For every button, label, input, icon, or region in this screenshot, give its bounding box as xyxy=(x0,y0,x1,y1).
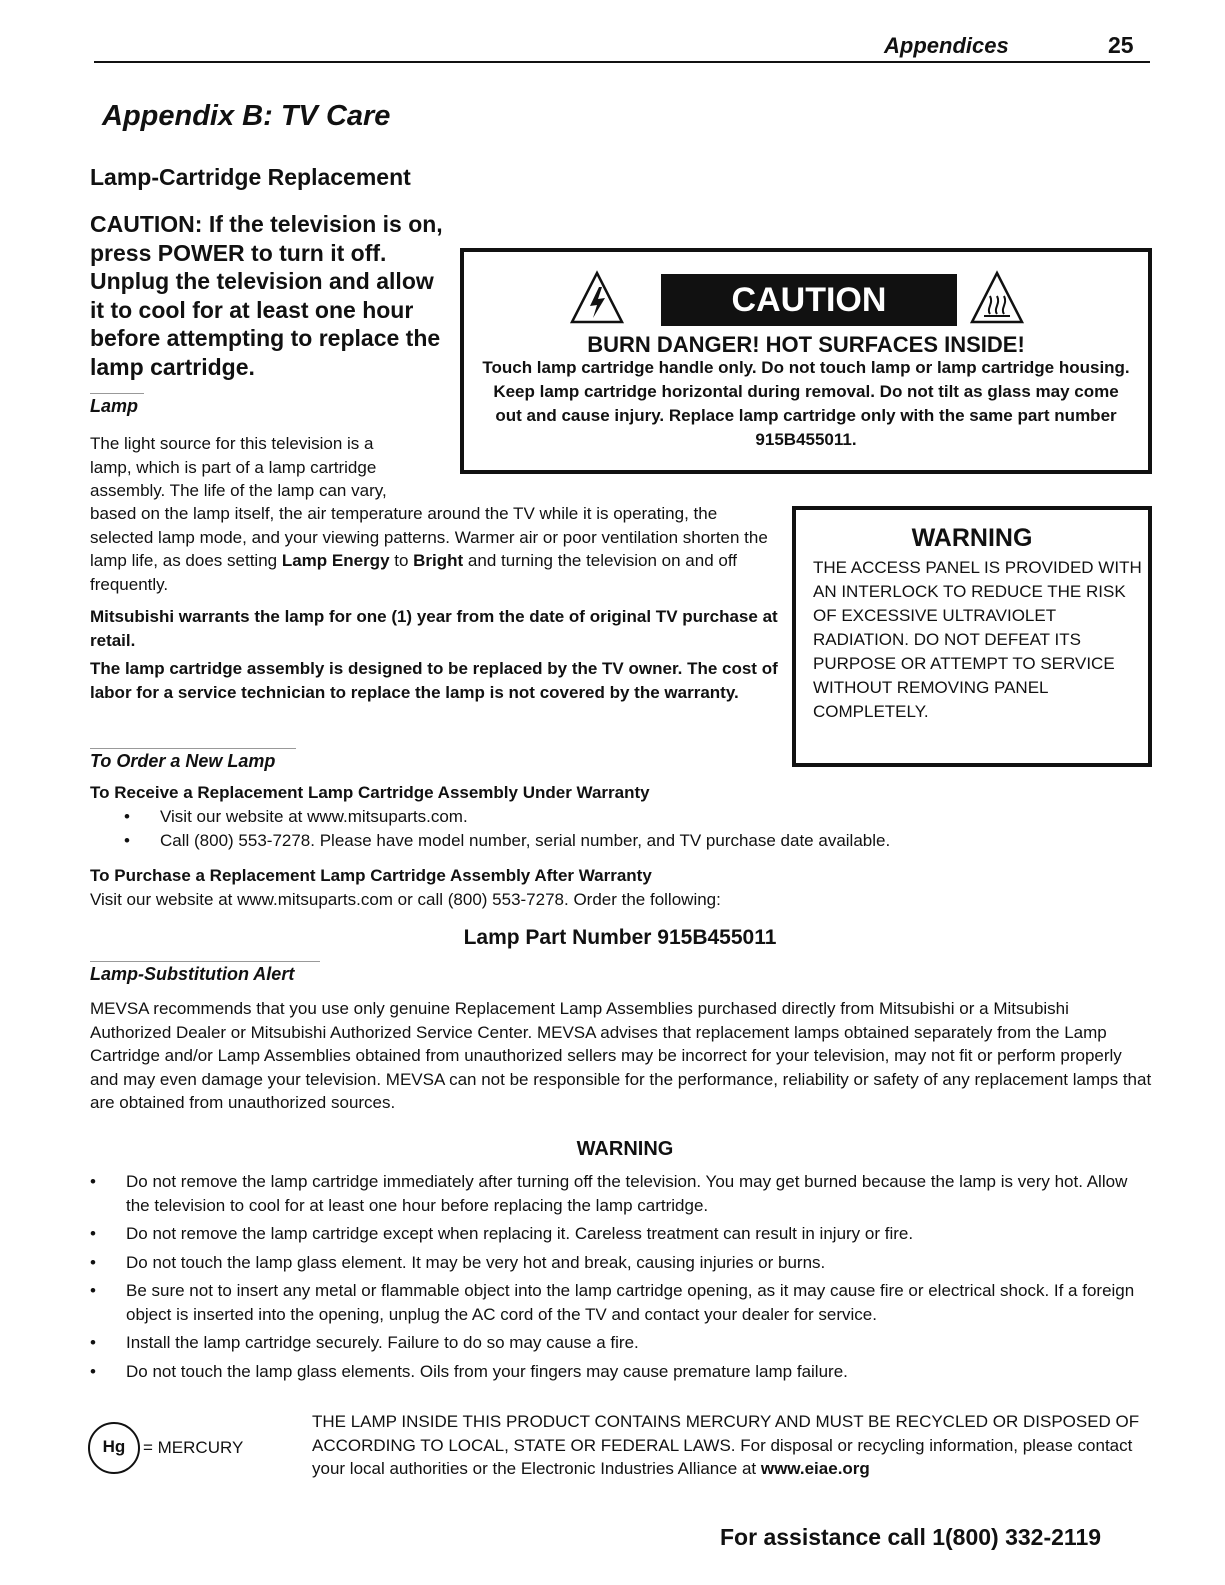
mercury-symbol-icon: Hg xyxy=(88,1422,140,1474)
warranty-paragraph: Mitsubishi warrants the lamp for one (1) year from the date of original TV purchase at retail. xyxy=(90,607,778,650)
bright-term: Bright xyxy=(413,551,464,570)
warning-box-title: WARNING xyxy=(911,524,1033,552)
lamp-part-number: Lamp Part Number 915B455011 xyxy=(463,926,777,949)
caution-banner: CAUTION xyxy=(661,274,957,326)
list-item: • Do not touch the lamp glass element. It may be very hot and break, causing injuries or burns. xyxy=(90,1251,1155,1275)
lamp-intro-line-2: lamp, which is part of a lamp cartridge xyxy=(90,457,377,477)
list-item: • Do not remove the lamp cartridge immediately after turning off the television. You may get burned because the lamp is very hot. Allow the television to cool for at least one hour before replacing the lamp cartridge. xyxy=(90,1170,1155,1217)
order-subheading: To Order a New Lamp xyxy=(90,748,296,772)
electric-hazard-icon xyxy=(569,270,625,326)
burn-danger-title: BURN DANGER! HOT SURFACES INSIDE! xyxy=(587,332,1025,357)
lamp-energy-term: Lamp Energy xyxy=(281,551,390,570)
list-item: • Be sure not to insert any metal or flammable object into the lamp cartridge opening, as it may cause fire or electrical shock. If a foreign object is inserted into the opening, unplug the AC cord of the TV and contact your dealer for service. xyxy=(90,1279,1155,1326)
lamp-intro-line-1: The light source for this television is a xyxy=(90,434,374,453)
substitution-subheading: Lamp-Substitution Alert xyxy=(90,961,320,985)
page-title: Appendix B: TV Care xyxy=(102,100,391,132)
warning-box-body: THE ACCESS PANEL IS PROVIDED WITH AN INTERLOCK TO REDUCE THE RISK OF EXCESSIVE ULTRAVIOLET RADIATION. DO NOT DEFEAT ITS PURPOSE OR ATTEMPT TO SERVICE WITHOUT REMOVING PANEL COMPLETELY. xyxy=(813,558,1142,721)
list-item: • Do not touch the lamp glass elements. Oils from your fingers may cause premature lamp failure. xyxy=(90,1360,1155,1384)
list-item: • Visit our website at www.mitsuparts.com. xyxy=(124,805,1124,829)
mercury-label: = MERCURY xyxy=(143,1438,244,1457)
caution-paragraph: CAUTION: If the television is on, press POWER to turn it off. Unplug the television and allow it to cool for at least one hour before attempting to replace the lamp cartridge. xyxy=(90,211,443,380)
lamp-life-ending: and turning the television on and off frequently. xyxy=(90,551,737,594)
page-number: 25 xyxy=(1108,32,1134,58)
under-warranty-heading: To Receive a Replacement Lamp Cartridge Assembly Under Warranty xyxy=(90,783,650,802)
after-warranty-heading: To Purchase a Replacement Lamp Cartridge Assembly After Warranty xyxy=(90,866,652,885)
list-item: • Install the lamp cartridge securely. Failure to do so may cause a fire. xyxy=(90,1331,1155,1355)
hot-surface-icon xyxy=(969,270,1025,326)
warning-list xyxy=(90,1170,1155,1383)
owner-replacement-paragraph: The lamp cartridge assembly is designed to be replaced by the TV owner. The cost of labor for a service technician to replace the lamp is not covered by the warranty. xyxy=(90,659,778,702)
mercury-notice-text: THE LAMP INSIDE THIS PRODUCT CONTAINS MERCURY AND MUST BE RECYCLED OR DISPOSED OF ACCORDING TO LOCAL, STATE OR FEDERAL LAWS. For disposal or recycling information, please contact your local authorities or the Electronic Industries Alliance at xyxy=(312,1412,1140,1478)
eiae-website-link[interactable]: www.eiae.org xyxy=(760,1459,870,1478)
list-item: • Do not remove the lamp cartridge except when replacing it. Careless treatment can result in injury or fire. xyxy=(90,1222,1155,1246)
lamp-life-text: based on the lamp itself, the air temperature around the TV while it is operating, the selected lamp mode, and your viewing patterns. Warmer air or poor ventilation shorten the lamp life, as does setting xyxy=(90,504,768,570)
header-rule xyxy=(94,61,1150,63)
mercury-notice xyxy=(312,1410,1157,1481)
assistance-footer: For assistance call 1(800) 332-2119 xyxy=(720,1524,1102,1550)
lamp-life-paragraph xyxy=(90,502,780,596)
burn-danger-body: Touch lamp cartridge handle only. Do not touch lamp or lamp cartridge housing. Keep lamp cartridge horizontal during removal. Do not tilt as glass may come out and cause injury. Replace lamp cartridge only with the same part number 915B455011. xyxy=(482,358,1130,449)
running-header-section: Appendices xyxy=(884,33,1009,58)
caution-box xyxy=(460,248,1152,474)
lamp-intro-line-3: assembly. The life of the lamp can vary, xyxy=(90,481,387,500)
substitution-paragraph: MEVSA recommends that you use only genuine Replacement Lamp Assemblies purchased directly from Mitsubishi or a Mitsubishi Authorized Dealer or Mitsubishi Authorized Service Center. MEVSA advises that replacement lamps obtained separately from the Lamp Cartridge and/or Lamp Assemblies obtained from unauthorized sellers may be incorrect for your television, may not fit or perform properly and may even damage your television. MEVSA can not be responsible for the performance, reliability or safety of any replacement lamps that are obtained from unauthorized sources. xyxy=(90,999,1152,1112)
after-warranty-text: Visit our website at www.mitsuparts.com or call (800) 553-7278. Order the following: xyxy=(90,890,721,909)
list-item: • Call (800) 553-7278. Please have model number, serial number, and TV purchase date available. xyxy=(124,829,1124,853)
lamp-intro-lines xyxy=(90,432,470,503)
warning-list-title: WARNING xyxy=(576,1138,674,1160)
under-warranty-list xyxy=(124,805,1124,852)
warning-box xyxy=(792,506,1152,767)
lamp-life-connector: to xyxy=(389,551,414,570)
lamp-subheading: Lamp xyxy=(90,393,144,417)
section-heading: Lamp-Cartridge Replacement xyxy=(90,164,411,190)
